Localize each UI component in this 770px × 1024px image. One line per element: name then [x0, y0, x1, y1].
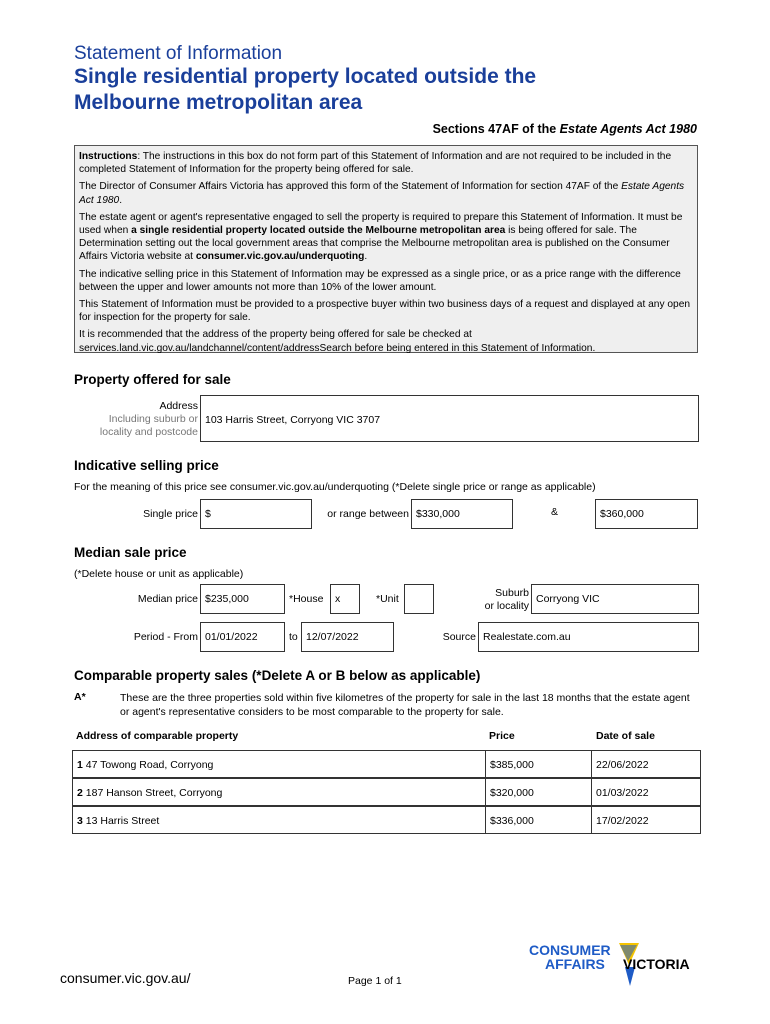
col-price-header: Price [489, 730, 515, 742]
address-field[interactable] [200, 395, 699, 442]
instructions-p3 [79, 211, 693, 264]
range-high-field[interactable] [595, 499, 698, 529]
column-divider [591, 751, 592, 777]
period-to-field[interactable] [301, 622, 394, 652]
page-number: Page 1 of 1 [348, 975, 402, 987]
column-divider [485, 751, 486, 777]
row-date: 01/03/2022 [596, 787, 649, 799]
instructions-p2-end: . [119, 194, 123, 206]
price-note: For the meaning of this price see consumer.vic.gov.au/underquoting (*Delete single price or range as applicable) [74, 481, 596, 493]
row-address [77, 787, 222, 799]
instructions-p1-text: : The instructions in this box do not form part of this Statement of Information and are not required to be included in the completed Statement of Information for the property being offered for sale. [79, 151, 672, 176]
column-divider [591, 807, 592, 833]
house-label: *House [289, 593, 324, 605]
page-title-line2: Melbourne metropolitan area [74, 91, 363, 114]
instructions-p3-text2: is being offered for sale. The Determination setting out the local government areas that comprise the Melbourne metropolitan area is published on the Consumer Affairs Victoria website at [79, 225, 670, 263]
address-value: 103 Harris Street, Corryong VIC 3707 [205, 414, 381, 426]
statement-label: Statement of Information [74, 43, 283, 64]
row-date: 17/02/2022 [596, 815, 649, 827]
property-heading: Property offered for sale [74, 372, 231, 387]
option-a-text: These are the three properties sold within five kilometres of the property for sale in the last 18 months that the estate agent or agent's representative considers to be most comparable to the property for sale. [120, 692, 690, 718]
instructions-p2 [79, 180, 693, 206]
logo-text-consumer: CONSUMER [529, 942, 611, 958]
range-high-value: $360,000 [600, 508, 644, 520]
row-number: 2 [77, 787, 83, 799]
median-note: (*Delete house or unit as applicable) [74, 568, 244, 580]
footer-url[interactable]: consumer.vic.gov.au/ [60, 970, 191, 986]
address-label: Address [159, 400, 198, 412]
underquoting-link[interactable]: consumer.vic.gov.au/underquoting [195, 251, 365, 263]
row-price: $385,000 [490, 759, 534, 771]
sections-prefix: Sections 47AF of the [432, 122, 560, 136]
period-from-field[interactable] [200, 622, 285, 652]
column-divider [485, 807, 486, 833]
row-address-text: 187 Hanson Street, Corryong [82, 787, 223, 799]
range-low-field[interactable] [411, 499, 513, 529]
instructions-p2-text: The Director of Consumer Affairs Victoria has approved this form of the Statement of Information for section 47AF of the [79, 181, 622, 193]
range-low-value: $330,000 [416, 508, 460, 520]
source-value: Realestate.com.au [483, 631, 571, 643]
row-price: $336,000 [490, 815, 534, 827]
address-sublabel-1: Including suburb or [108, 413, 198, 425]
instructions-p1 [79, 150, 693, 176]
logo-text-victoria: VICTORIA [623, 956, 690, 972]
instructions-p4: The indicative selling price in this Statement of Information may be expressed as a single price, or as a price range with the difference between the upper and lower amounts not more than 10% of the lower amount. [79, 268, 681, 293]
unit-label: *Unit [376, 593, 399, 605]
period-label: Period - From [133, 631, 198, 643]
unit-checkbox[interactable] [404, 584, 434, 614]
sections-act: Estate Agents Act 1980 [559, 122, 697, 136]
house-checkbox[interactable] [330, 584, 360, 614]
to-label: to [289, 631, 298, 643]
address-sublabel-2: locality and postcode [99, 426, 198, 438]
single-price-label: Single price [143, 508, 198, 520]
instructions-p5: This Statement of Information must be provided to a prospective buyer within two business days of a request and displayed at any open for inspection for the property for sale. [79, 299, 691, 324]
suburb-label-1: Suburb [495, 587, 529, 599]
option-a-label: A* [74, 691, 86, 703]
row-number: 3 [77, 815, 83, 827]
row-address-text: 13 Harris Street [82, 815, 160, 827]
logo-text-affairs: AFFAIRS [545, 956, 605, 972]
single-price-field[interactable] [200, 499, 312, 529]
instructions-label: Instructions [79, 151, 138, 162]
col-address-header: Address of comparable property [76, 730, 239, 742]
instructions-p3-bold: a single residential property located outside the Melbourne metropolitan area [131, 225, 506, 237]
table-row [72, 750, 701, 778]
median-price-value: $235,000 [205, 593, 249, 605]
row-price: $320,000 [490, 787, 534, 799]
period-from-value: 01/01/2022 [205, 631, 258, 643]
source-field[interactable] [478, 622, 699, 652]
range-label: or range between [327, 508, 409, 520]
row-number: 1 [77, 759, 83, 771]
row-address-text: 47 Towong Road, Corryong [82, 759, 214, 771]
table-row [72, 806, 701, 834]
suburb-label-2: or locality [484, 600, 529, 612]
median-price-field[interactable] [200, 584, 285, 614]
source-label: Source [442, 631, 476, 643]
column-divider [591, 779, 592, 805]
instructions-p3-end: . [364, 251, 368, 263]
range-ampersand: & [551, 506, 559, 518]
row-address [77, 815, 159, 827]
instructions-p3-text: The estate agent or agent's representative engaged to sell the property is required to prepare this Statement of Information. It must be used when [79, 211, 683, 237]
col-date-header: Date of sale [596, 730, 655, 742]
instructions-p2-act: Estate Agents Act 1980 [79, 181, 685, 206]
page-title-line1: Single residential property located outside the [74, 65, 537, 88]
comparable-heading: Comparable property sales (*Delete A or B below as applicable) [74, 668, 481, 683]
indicative-price-heading: Indicative selling price [74, 458, 219, 473]
row-address [77, 759, 213, 771]
row-date: 22/06/2022 [596, 759, 649, 771]
median-price-label: Median price [137, 593, 198, 605]
column-divider [485, 779, 486, 805]
instructions-box [74, 145, 698, 353]
period-to-value: 12/07/2022 [306, 631, 359, 643]
sections-reference [433, 122, 697, 136]
single-price-value: $ [205, 508, 211, 520]
table-row [72, 778, 701, 806]
suburb-field[interactable] [531, 584, 699, 614]
consumer-affairs-victoria-logo [527, 941, 702, 987]
suburb-value: Corryong VIC [536, 593, 600, 605]
instructions-p6: It is recommended that the address of the property being offered for sale be checked at services.land.vic.gov.au/landchannel/content/addressSearch before being entered in this Statement of Information. [79, 329, 596, 354]
median-heading: Median sale price [74, 545, 187, 560]
house-value: x [335, 593, 341, 605]
